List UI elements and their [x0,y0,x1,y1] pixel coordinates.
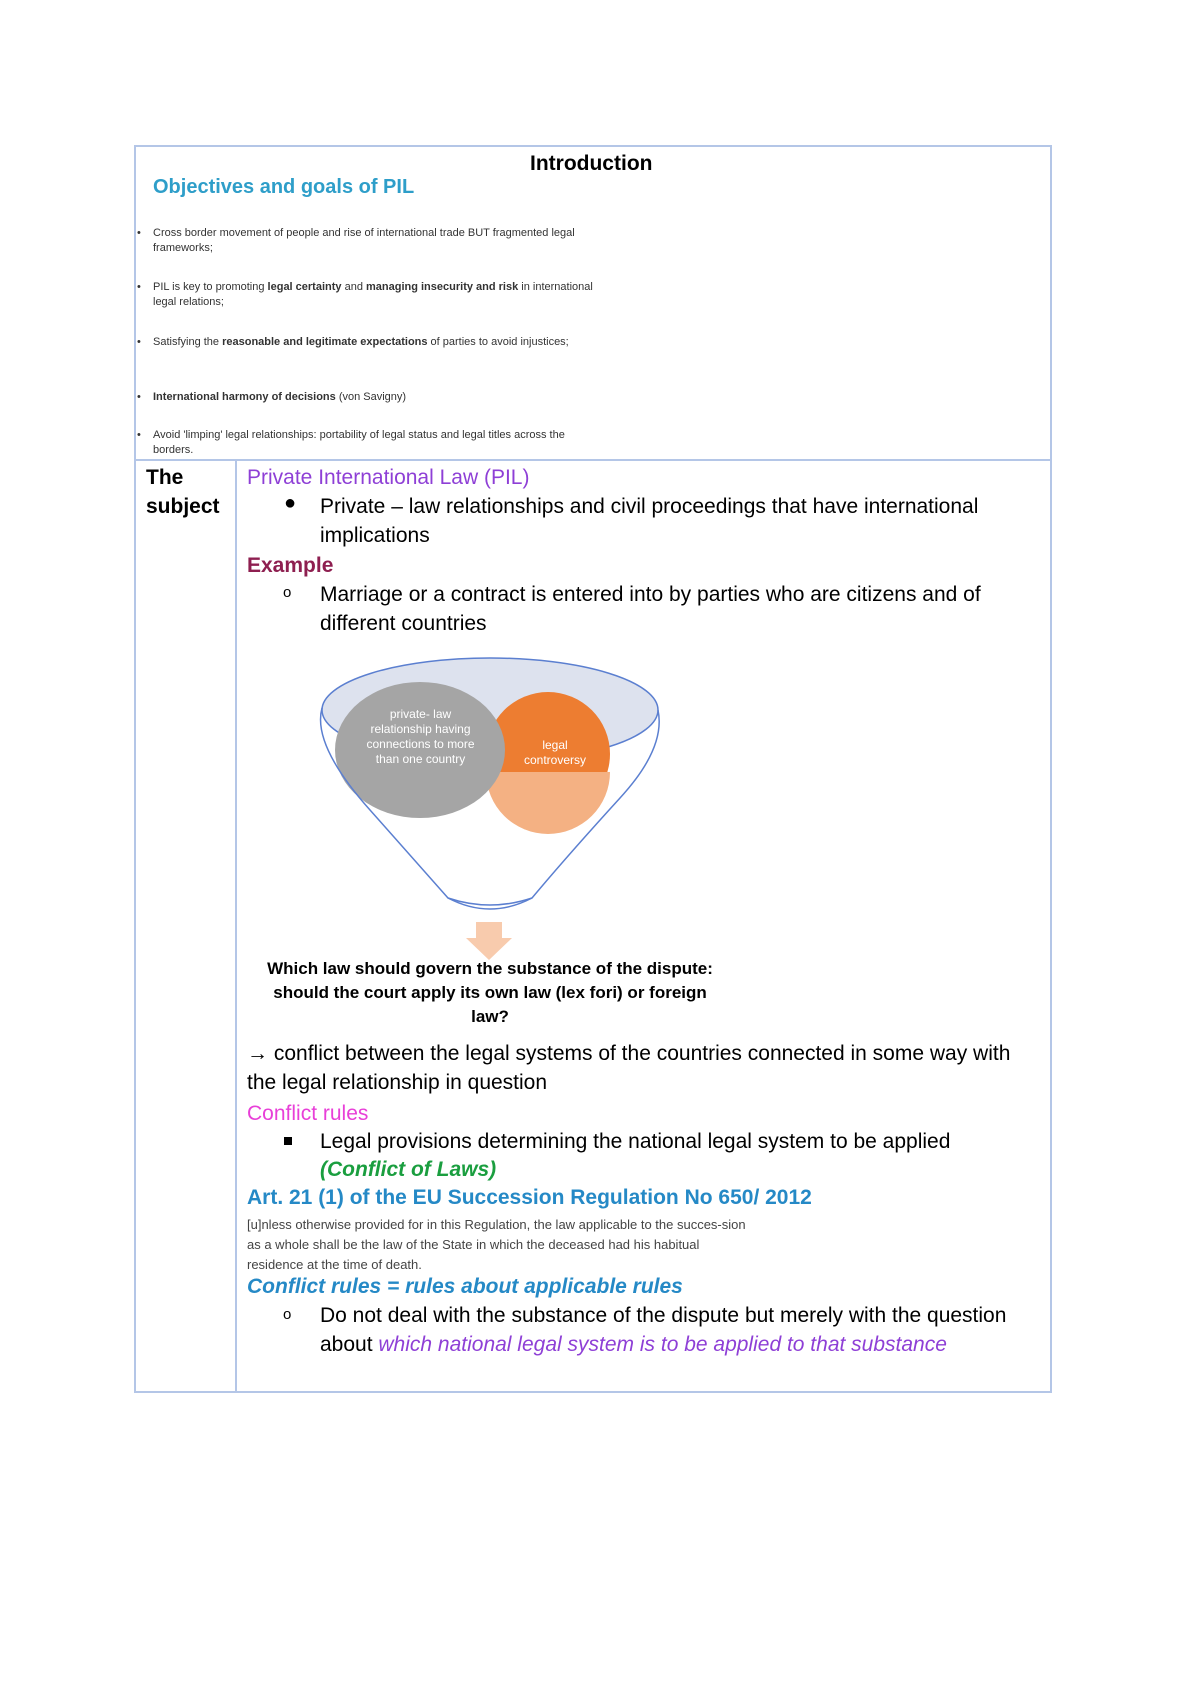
bullet-disc-icon: • [137,227,141,239]
objective-item: • Cross border movement of people and rise of international trade BUT fragmented legal frameworks; [137,227,575,254]
down-arrow-icon [466,922,512,960]
conflict-text: conflict between the legal systems of the countries connected in some way with the legal relationship in question [247,1042,1011,1094]
final-item-text [320,1301,1040,1359]
rules-equation: Conflict rules = rules about applicable rules [247,1275,683,1298]
row-label-line: subject [146,495,220,518]
article-heading: Art. 21 (1) of the EU Succession Regulation No 650/ 2012 [247,1186,812,1209]
conflict-rules-heading: Conflict rules [247,1102,369,1125]
bullet-disc-icon: • [137,281,141,293]
objective-item: • International harmony of decisions (von Savigny) [137,391,407,403]
final-item-plain: Do not deal with the substance of the dispute but merely with the question about [320,1304,1007,1356]
objectives-heading: Objectives and goals of PIL [153,176,415,198]
pil-heading: Private International Law (PIL) [247,466,530,489]
bullet-circle-icon: o [283,1306,292,1323]
table-bottom-label-cell [134,459,237,1393]
bullet-disc-icon: • [137,429,141,441]
pil-bullet-text: Private – law relationships and civil proceedings that have international implications [320,495,979,547]
row-label-line: The [146,466,184,489]
conflict-paragraph [247,1039,1037,1097]
bullet-disc-icon: • [137,336,141,348]
diagram-question: Which law should govern the substance of the dispute: should the court apply its own law (lex fori) or foreign law? [267,959,713,1026]
arrow-right-icon: → [247,1042,268,1065]
funnel-diagram [300,650,680,930]
circle-right-label: legal controversy [523,738,587,767]
final-item-italic: which national legal system is to be applied to that substance [378,1333,947,1356]
article-quote: [u]nless otherwise provided for in this Regulation, the law applicable to the succes-sion as a whole shall be the law of the State in which the deceased had his habitual residence at the time of death. [247,1217,746,1272]
circle-left-label: private- law relationship having connections to more than one country [366,707,475,766]
conflict-rules-item: Legal provisions determining the national legal system to be applied [320,1130,951,1153]
bullet-circle-icon: o [283,584,292,601]
circle-legal-controversy-lower [486,772,610,834]
example-item-text: Marriage or a contract is entered into by parties who are citizens and of different countries [320,583,981,635]
bullet-disc-icon: ● [284,492,297,514]
row-label [146,463,236,521]
bullet-square-icon [284,1137,292,1145]
objective-item: • PIL is key to promoting legal certainty and managing insecurity and risk in international legal relations; [137,281,593,308]
objective-item: • Avoid 'limping' legal relationships: portability of legal status and legal titles across the borders. [137,429,565,456]
page-title: Introduction [530,152,653,175]
bullet-disc-icon: • [137,391,141,403]
example-heading: Example [247,554,334,577]
conflict-of-laws: (Conflict of Laws) [320,1158,497,1181]
objective-item: • Satisfying the reasonable and legitimate expectations of parties to avoid injustices; [137,336,569,348]
